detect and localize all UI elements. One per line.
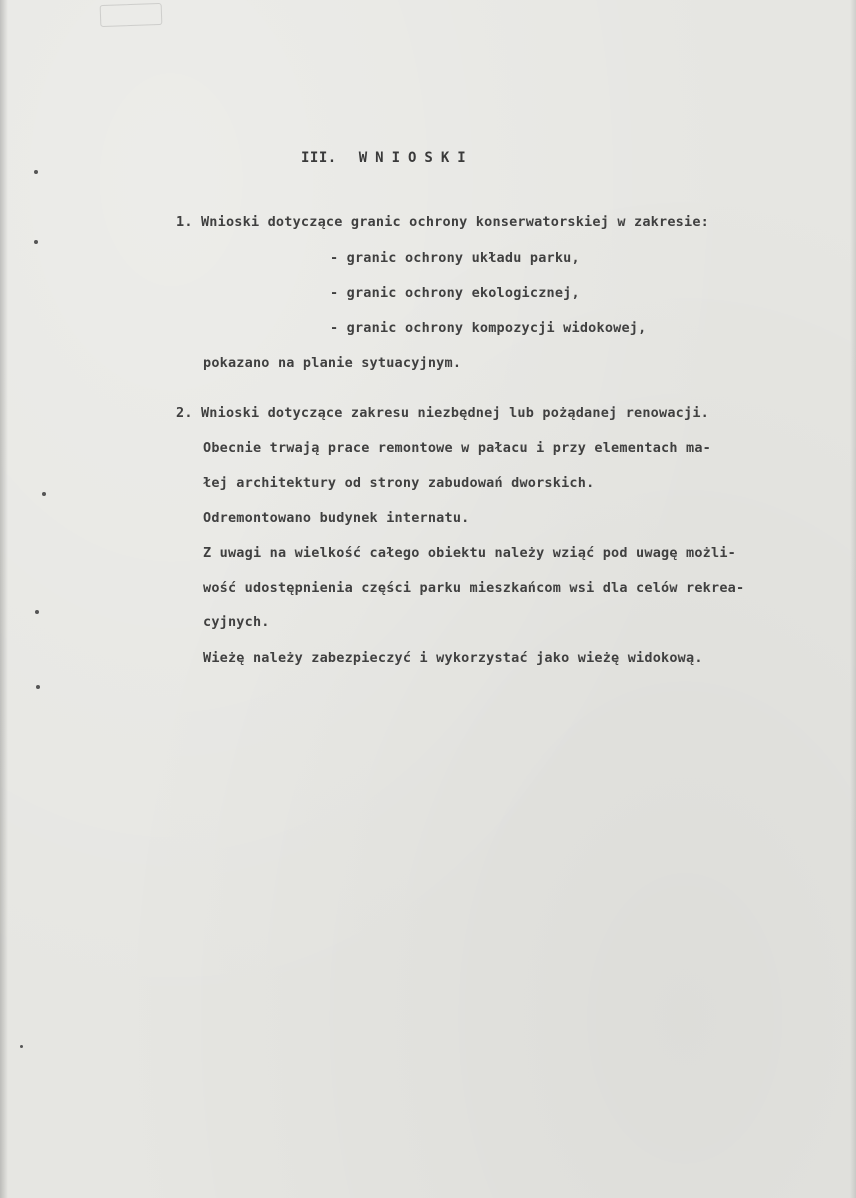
heading-title: WNIOSKI [358,150,474,166]
section2-line: Odremontowano budynek internatu. [203,510,470,526]
punch-mark [20,1045,23,1048]
section2-line: łej architektury od strony zabudowań dworskich. [203,475,595,491]
punch-mark [34,170,38,174]
section1-item: - granic ochrony ekologicznej, [330,285,580,301]
faint-stamp-mark [100,3,163,27]
section2-line: wość udostępnienia części parku mieszkańcom wsi dla celów rekrea- [203,580,745,596]
section1-item: - granic ochrony układu parku, [330,250,580,266]
page-left-edge-shadow [0,0,8,1198]
page-right-edge-shadow [850,0,856,1198]
section2-line: Wieżę należy zabezpieczyć i wykorzystać jako wieżę widokową. [203,650,703,666]
section1-intro: 1. Wnioski dotyczące granic ochrony konserwatorskiej w zakresie: [176,214,709,230]
section-heading [301,150,474,166]
section1-item: - granic ochrony kompozycji widokowej, [330,320,647,336]
section2-line: Z uwagi na wielkość całego obiektu należy wziąć pod uwagę możli- [203,545,736,561]
punch-mark [42,492,46,496]
punch-mark [34,240,38,244]
section1-closing: pokazano na planie sytuacyjnym. [203,355,462,371]
punch-mark [35,610,39,614]
punch-mark [36,685,40,689]
section2-line: cyjnych. [203,614,270,630]
section2-line: Obecnie trwają prace remontowe w pałacu i przy elementach ma- [203,440,711,456]
section2-line: 2. Wnioski dotyczące zakresu niezbędnej lub pożądanej renowacji. [176,405,709,421]
heading-numeral: III. [301,150,337,166]
